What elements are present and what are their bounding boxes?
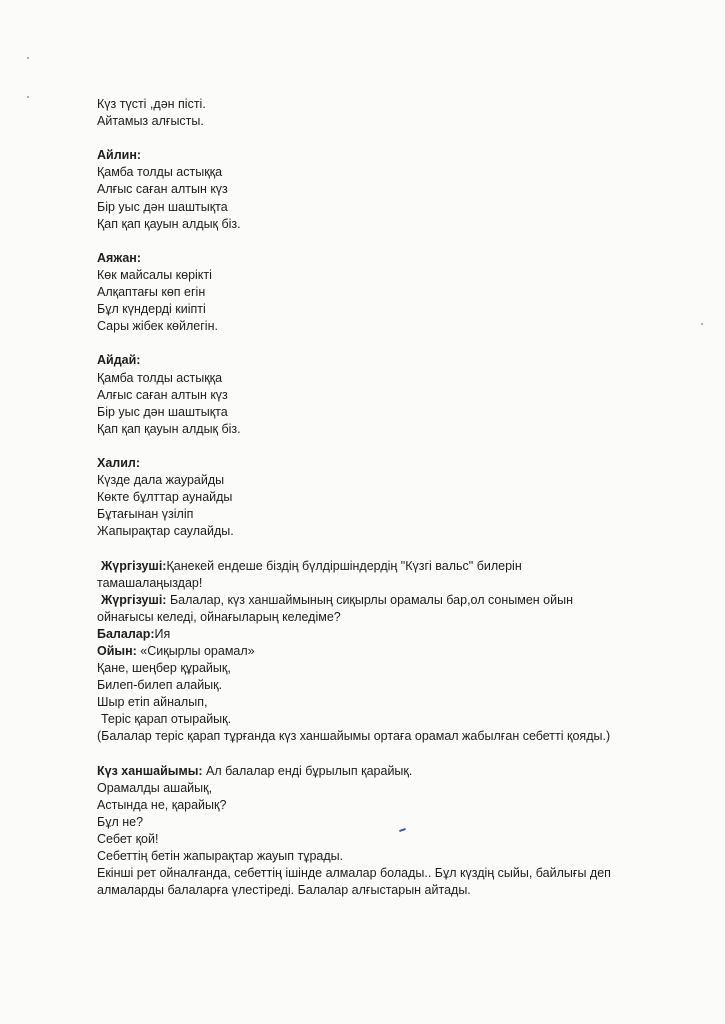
verse-line: Бұтағынан үзіліп xyxy=(97,507,194,522)
verse-line: Көк майсалы көрікті xyxy=(97,267,212,282)
queen-verse-line: Себеттің бетін жапырақтар жауып тұрады. xyxy=(97,849,344,864)
speaker-name: Балалар: xyxy=(97,626,155,641)
speaker-name: Халил: xyxy=(97,455,141,470)
closing-line: алмаларды балаларға үлестіреді. Балалар алғыстарын айтады. xyxy=(97,883,471,898)
scan-speck xyxy=(27,57,29,59)
queen-verse-line: Астында не, қарайық? xyxy=(97,797,227,812)
verse-line: Көкте бұлттар аунайды xyxy=(97,490,233,505)
queen-line xyxy=(97,763,697,780)
queen-verse-line: Орамалды ашайық, xyxy=(97,780,213,795)
verse-line: Қамба толды астыққа xyxy=(97,165,223,180)
verse-line: Жапырақтар саулайды. xyxy=(97,524,234,539)
verse-line: Қамба толды астыққа xyxy=(97,370,223,385)
intro-line: Күз түсті ,дән пісті. xyxy=(97,97,206,111)
paragraph-gap xyxy=(97,233,697,250)
host-text: Балалар, күз ханшаймының сиқырлы орамалы бар,ол сонымен ойын xyxy=(166,592,573,607)
queen-verse-line: Бұл не? xyxy=(97,814,144,829)
verse-line: Күзде дала жаурайды xyxy=(97,473,225,488)
speaker-name: Аяжан: xyxy=(97,250,142,265)
verse-line: Бұл күндерді киіпті xyxy=(97,302,206,317)
paragraph-gap xyxy=(97,746,697,763)
stage-direction: (Балалар теріс қарап тұрғанда күз ханшайымы ортаға орамал жабылған себетті қояды.) xyxy=(97,729,611,744)
speaker-name: Ойын: xyxy=(97,644,137,658)
game-title-line xyxy=(97,643,697,660)
host-line-continuation: ойнағысы келеді, ойнағыларың келедіме? xyxy=(97,609,341,624)
paragraph-gap xyxy=(97,130,697,147)
verse-line: Қап қап қауын алдық біз. xyxy=(97,421,241,436)
host-line-continuation: тамашалаңыздар! xyxy=(97,575,203,590)
speaker-name: Жүргізуші: xyxy=(101,558,167,573)
verse-line: Сары жібек көйлегін. xyxy=(97,319,218,334)
speaker-name: Айлин: xyxy=(97,148,142,163)
queen-text: Ал балалар енді бұрылып қарайық. xyxy=(202,763,413,778)
paragraph-gap xyxy=(97,335,697,352)
game-line: Шыр етіп айналып, xyxy=(97,695,208,710)
host-line xyxy=(97,592,697,609)
game-line: Теріс қарап отырайық. xyxy=(101,712,232,727)
verse-line: Алқаптағы көп егін xyxy=(97,285,206,300)
speaker-name: Айдай: xyxy=(97,353,141,368)
children-text: Ия xyxy=(154,626,171,641)
verse-line: Алғыс саған алтын күз xyxy=(97,387,228,402)
document-text xyxy=(97,96,697,899)
game-line: Билеп-билеп алайық. xyxy=(97,678,223,693)
scan-speck xyxy=(27,96,29,98)
verse-line: Бір уыс дән шаштықта xyxy=(97,404,228,419)
verse-line: Бір уыс дән шаштықта xyxy=(97,199,228,214)
children-line xyxy=(97,626,697,643)
host-line xyxy=(97,558,697,575)
paragraph-gap xyxy=(97,438,697,455)
verse-line: Алғыс саған алтын күз xyxy=(97,182,228,197)
verse-line: Қап қап қауын алдық біз. xyxy=(97,216,241,231)
host-text: Қанекей ендеше біздің бүлдіршіндердің "Күзгі вальс" билерін xyxy=(166,558,522,573)
speaker-name: Күз ханшайымы: xyxy=(97,763,203,778)
game-line: Қане, шеңбер құрайық, xyxy=(97,661,231,676)
paragraph-gap xyxy=(97,540,697,557)
scan-speck xyxy=(701,323,703,325)
queen-verse-line: Себет қой! xyxy=(97,832,159,847)
speaker-name: Жүргізуші: xyxy=(101,592,167,607)
game-title: «Сиқырлы орамал» xyxy=(136,644,255,658)
closing-line: Екінші рет ойналғанда, себеттің ішінде алмалар болады.. Бұл күздің сыйы, байлығы деп xyxy=(97,866,611,881)
intro-line: Айтамыз алғысты. xyxy=(97,114,204,129)
